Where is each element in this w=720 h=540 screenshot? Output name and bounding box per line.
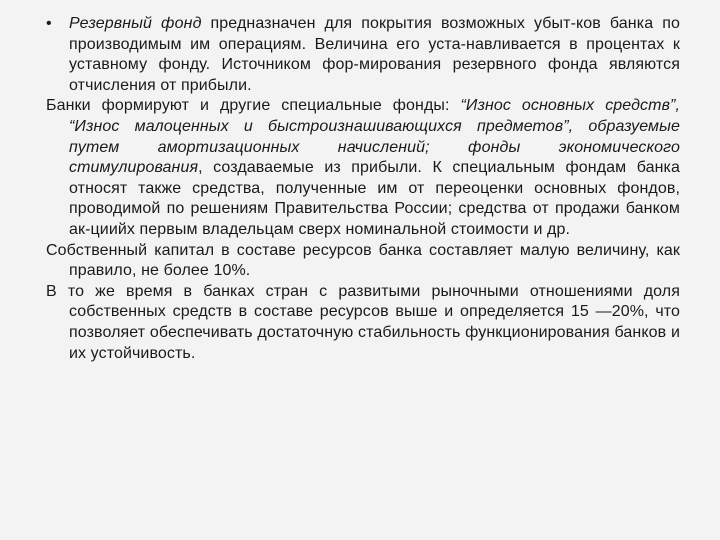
paragraph-own-capital: Собственный капитал в составе ресурсов банка составляет малую величину, как правило, не более 10%. — [46, 241, 680, 280]
bullet-icon: • — [46, 15, 52, 32]
special-funds-lead: Банки формируют и другие специальные фонды: — [46, 97, 461, 115]
paragraph-special-funds — [46, 96, 680, 240]
paragraph-developed-markets: В то же время в банках стран с развитыми рыночными отношениями доля собственных средств в составе ресурсов выше и определяется 15 —20%, что позволяет обеспечивать достаточную стабильность функционирования банков и их устойчивость. — [46, 282, 680, 362]
special-funds-text: , создаваемые из прибыли. К специальным фондам банка относят также средства, полученные им от переоценки основных фондов, проводимой по решениям Правительства России; средства от продажи банком ак-циийх первым владельцам сверх номинальной стоимости и др. — [69, 159, 680, 238]
term-reserve-fund: Резервный фонд — [69, 15, 202, 32]
paragraph-reserve-fund — [46, 14, 680, 96]
special-funds-names: “Износ основных средств”, “Износ малоценных и быстроизнашивающихся предметов”, образуемые путем амортизационных начислений; фонды экономического стимулирования — [69, 97, 681, 177]
reserve-fund-text: предназначен для покрытия возможных убыт-ков банка по производимым им операциям. Величина его уста-навливается в процентах к уставному фонду. Источником фор-мирования резервного фонда являются отчисления от прибыли. — [69, 15, 680, 94]
